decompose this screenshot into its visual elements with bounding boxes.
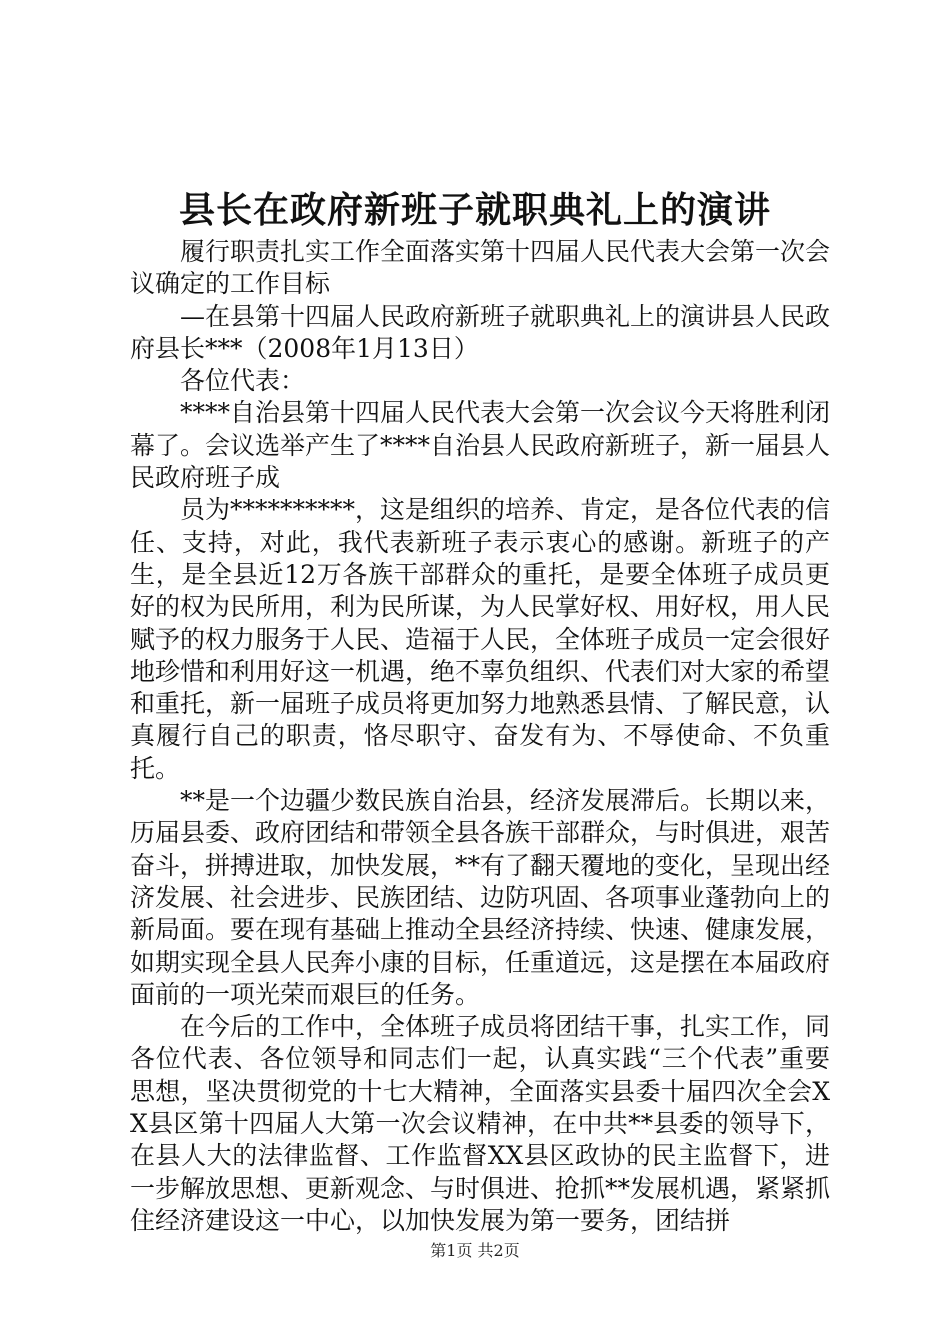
- paragraph-body: ****自治县第十四届人民代表大会第一次会议今天将胜利闭幕了。会议选举产生了****自治县人民政府新班子，新一届县人民政府班子成: [130, 398, 831, 493]
- paragraph-salutation: 各位代表：: [180, 366, 306, 396]
- page-number-footer: 第1页 共2页: [430, 1241, 520, 1260]
- document-title: 县长在政府新班子就职典礼上的演讲: [178, 189, 771, 231]
- paragraph-body: 员为**********，这是组织的培养、肯定，是各位代表的信任、支持，对此，我代表新班子表示衷心的感谢。新班子的产生，是全县近12万各族干部群众的重托，是要全体班子成员更好的权为民所用，利为民所谋，为人民掌好权、用好权，用人民赋予的权力服务于人民、造福于人民，全体班子成员一定会很好地珍惜和利用好这一机遇，绝不辜负组织、代表们对大家的希望和重托，新一届班子成员将更加努力地熟悉县情、了解民意，认真履行自己的职责，恪尽职守、奋发有为、不辱使命、不负重托。: [130, 495, 831, 783]
- paragraph-subheading: —在县第十四届人民政府新班子就职典礼上的演讲县人民政府县长***（2008年1月13日）: [130, 301, 831, 363]
- paragraph-body: 在今后的工作中，全体班子成员将团结干事，扎实工作，同各位代表、各位领导和同志们一起，认真实践“三个代表”重要思想，坚决贯彻党的十七大精神，全面落实县委十届四次全会XX县区第十四届人大第一次会议精神，在中共**县委的领导下，在县人大的法律监督、工作监督XX县区政协的民主监督下，进一步解放思想、更新观念、与时俱进、抢抓**发展机遇，紧紧抓住经济建设这一中心，以加快发展为第一要务，团结拼: [130, 1012, 831, 1235]
- paragraph-heading: 履行职责扎实工作全面落实第十四届人民代表大会第一次会议确定的工作目标: [130, 237, 831, 299]
- paragraph-body: **是一个边疆少数民族自治县，经济发展滞后。长期以来，历届县委、政府团结和带领全县各族干部群众，与时俱进，艰苦奋斗，拼搏进取，加快发展，**有了翻天覆地的变化，呈现出经济发展、社会进步、民族团结、边防巩固、各项事业蓬勃向上的新局面。要在现有基础上推动全县经济持续、快速、健康发展，如期实现全县人民奔小康的目标，任重道远，这是摆在本届政府面前的一项光荣而艰巨的任务。: [130, 786, 831, 1009]
- document-body: [130, 236, 830, 1237]
